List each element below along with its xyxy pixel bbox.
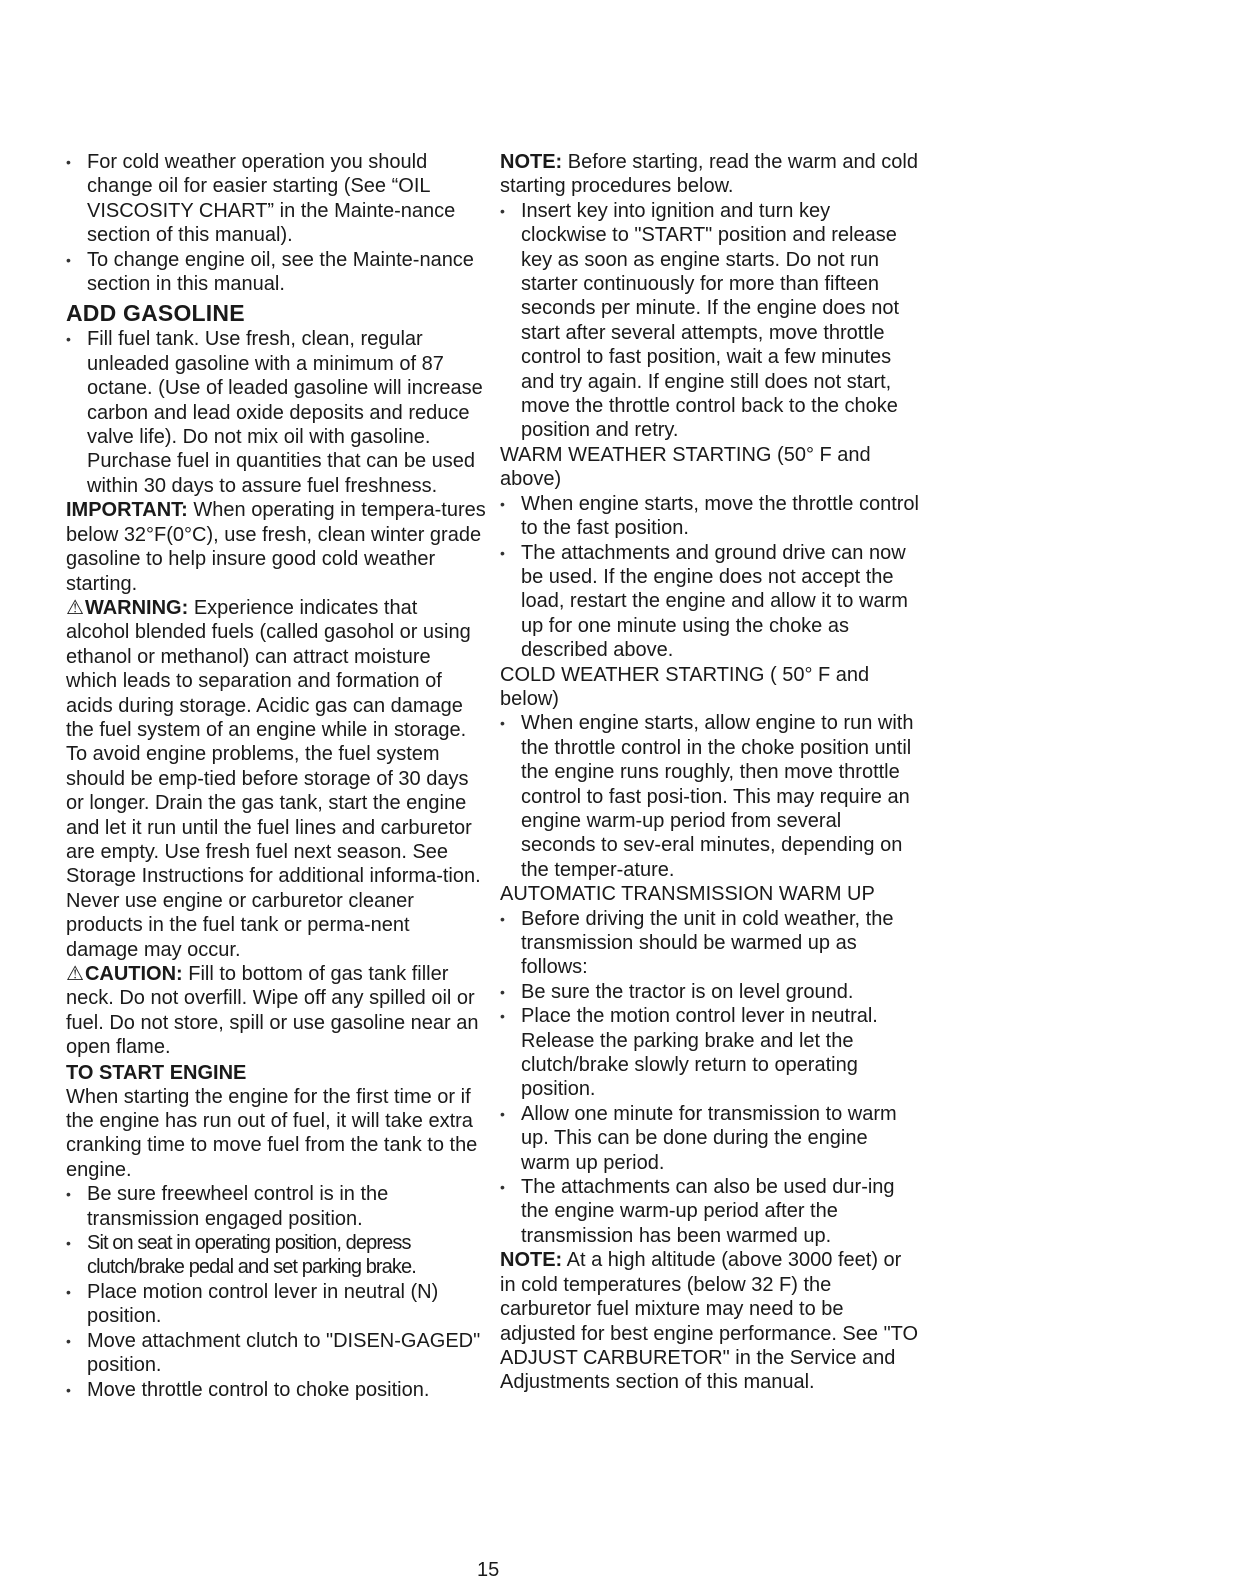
- note-high-altitude: [500, 1248, 920, 1394]
- note-before-starting: [500, 150, 920, 199]
- transmission-warmup-bullet-list: [500, 907, 920, 1249]
- caution-text: Fill to bottom of gas tank filler neck. Do not overfill. Wipe off any spilled oil or fuel. Do not store, spill or use gasoline near an open flame.: [66, 963, 479, 1059]
- left-column: [66, 150, 486, 1402]
- list-item: • Be sure the tractor is on level ground.: [500, 980, 920, 1004]
- add-gasoline-bullet-list: [66, 327, 486, 498]
- warning-text: Experience indicates that alcohol blended fuels (called gasohol or using ethanol or methanol) can attract moisture which leads to separation and formation of acids during storage. Acidic gas can damage the fuel system of an engine while in storage. To avoid engine problems, the fuel system should be emp-tied before storage of 30 days or longer. Drain the gas tank, start the engine and let it run until the fuel lines and carburetor are empty. Use fresh fuel next season. See Storage Instructions for additional informa-tion. Never use engine or carburetor cleaner products in the fuel tank or perma-nent damage may occur.: [66, 596, 481, 961]
- caution-notice: [66, 962, 486, 1060]
- start-bullet-list: [500, 199, 920, 443]
- note-label: NOTE:: [500, 151, 563, 173]
- warm-weather-heading: WARM WEATHER STARTING (50° F and above): [500, 443, 871, 491]
- intro-bullet-list: [66, 150, 486, 296]
- list-item: • Place the motion control lever in neutral. Release the parking brake and let the clutch/brake slowly return to operating position.: [500, 1004, 920, 1102]
- transmission-warmup-heading: AUTOMATIC TRANSMISSION WARM UP: [500, 883, 875, 906]
- list-item: • Before driving the unit in cold weather, the transmission should be warmed up as follows:: [500, 907, 920, 980]
- list-item: • Place motion control lever in neutral (N) position.: [66, 1280, 486, 1329]
- note-label: NOTE:: [500, 1249, 563, 1272]
- cold-weather-heading: COLD WEATHER STARTING ( 50° F and below): [500, 663, 870, 710]
- list-item: • The attachments can also be used dur-ing the engine warm-up period after the transmission has been warmed up.: [500, 1175, 920, 1248]
- warning-label: WARNING:: [84, 596, 189, 619]
- list-item: • To change engine oil, see the Mainte-nance section in this manual.: [66, 248, 486, 297]
- list-item: • Move throttle control to choke position.: [66, 1378, 486, 1402]
- list-item: • When engine starts, allow engine to run with the throttle control in the choke position until the engine runs roughly, then move throttle control to fast posi-tion. This may require an engine warm-up period from several seconds to sev-eral minutes, depending on the temper-ature.: [500, 711, 920, 882]
- page-number: 15: [477, 1559, 500, 1581]
- list-item: • Insert key into ignition and turn key clockwise to "START" position and release key as soon as engine starts. Do not run starter continuously for more than fifteen seconds per minute. If the engine does not start after several attempts, move throttle control to fast position, wait a few minutes and try again. If engine still does not start, move the throttle control back to the choke position and retry.: [500, 199, 920, 443]
- list-item: • For cold weather operation you should change oil for easier starting (See “OIL VISCOSITY CHART” in the Mainte-nance section of this manual).: [66, 150, 486, 248]
- to-start-engine-bullet-list: [66, 1182, 486, 1402]
- note-text: Before starting, read the warm and cold starting procedures below.: [500, 151, 918, 198]
- note-text: At a high altitude (above 3000 feet) or in cold temperatures (below 32 F) the carburetor fuel mixture may need to be adjusted for best engine performance. See "TO ADJUST CARBURETOR" in the Service and Adjustments section of this manual.: [500, 1249, 919, 1394]
- important-notice: [66, 498, 486, 596]
- cold-weather-bullet-list: [500, 711, 920, 882]
- to-start-engine-intro: When starting the engine for the first time or if the engine has run out of fuel, it will take extra cranking time to move fuel from the tank to the engine.: [66, 1085, 478, 1181]
- important-label: IMPORTANT:: [66, 499, 188, 522]
- list-item: • When engine starts, move the throttle control to the fast position.: [500, 492, 920, 541]
- warning-icon: ⚠: [66, 596, 84, 619]
- to-start-engine-heading: TO START ENGINE: [66, 1061, 247, 1084]
- right-column: [500, 150, 920, 1395]
- list-item: • Be sure freewheel control is in the transmission engaged position.: [66, 1182, 486, 1231]
- caution-label: CAUTION:: [84, 963, 183, 985]
- warning-notice: [66, 596, 486, 962]
- important-text: When operating in tempera-tures below 32°F(0°C), use fresh, clean winter grade gasoline to help insure good cold weather starting.: [66, 499, 486, 595]
- warm-weather-bullet-list: [500, 492, 920, 663]
- list-item: • Fill fuel tank. Use fresh, clean, regular unleaded gasoline with a minimum of 87 octane. (Use of leaded gasoline will increase carbon and lead oxide deposits and reduce valve life). Do not mix oil with gasoline. Purchase fuel in quantities that can be used within 30 days to assure fuel freshness.: [66, 327, 486, 498]
- list-item: • Move attachment clutch to "DISEN-GAGED" position.: [66, 1329, 486, 1378]
- list-item: • Allow one minute for transmission to warm up. This can be done during the engine warm up period.: [500, 1102, 920, 1175]
- list-item: • Sit on seat in operating position, depress clutch/brake pedal and set parking brake.: [66, 1231, 486, 1280]
- list-item: • The attachments and ground drive can now be used. If the engine does not accept the load, restart the engine and allow it to warm up for one minute using the choke as described above.: [500, 541, 920, 663]
- add-gasoline-heading: ADD GASOLINE: [66, 300, 245, 327]
- caution-icon: ⚠: [66, 963, 84, 985]
